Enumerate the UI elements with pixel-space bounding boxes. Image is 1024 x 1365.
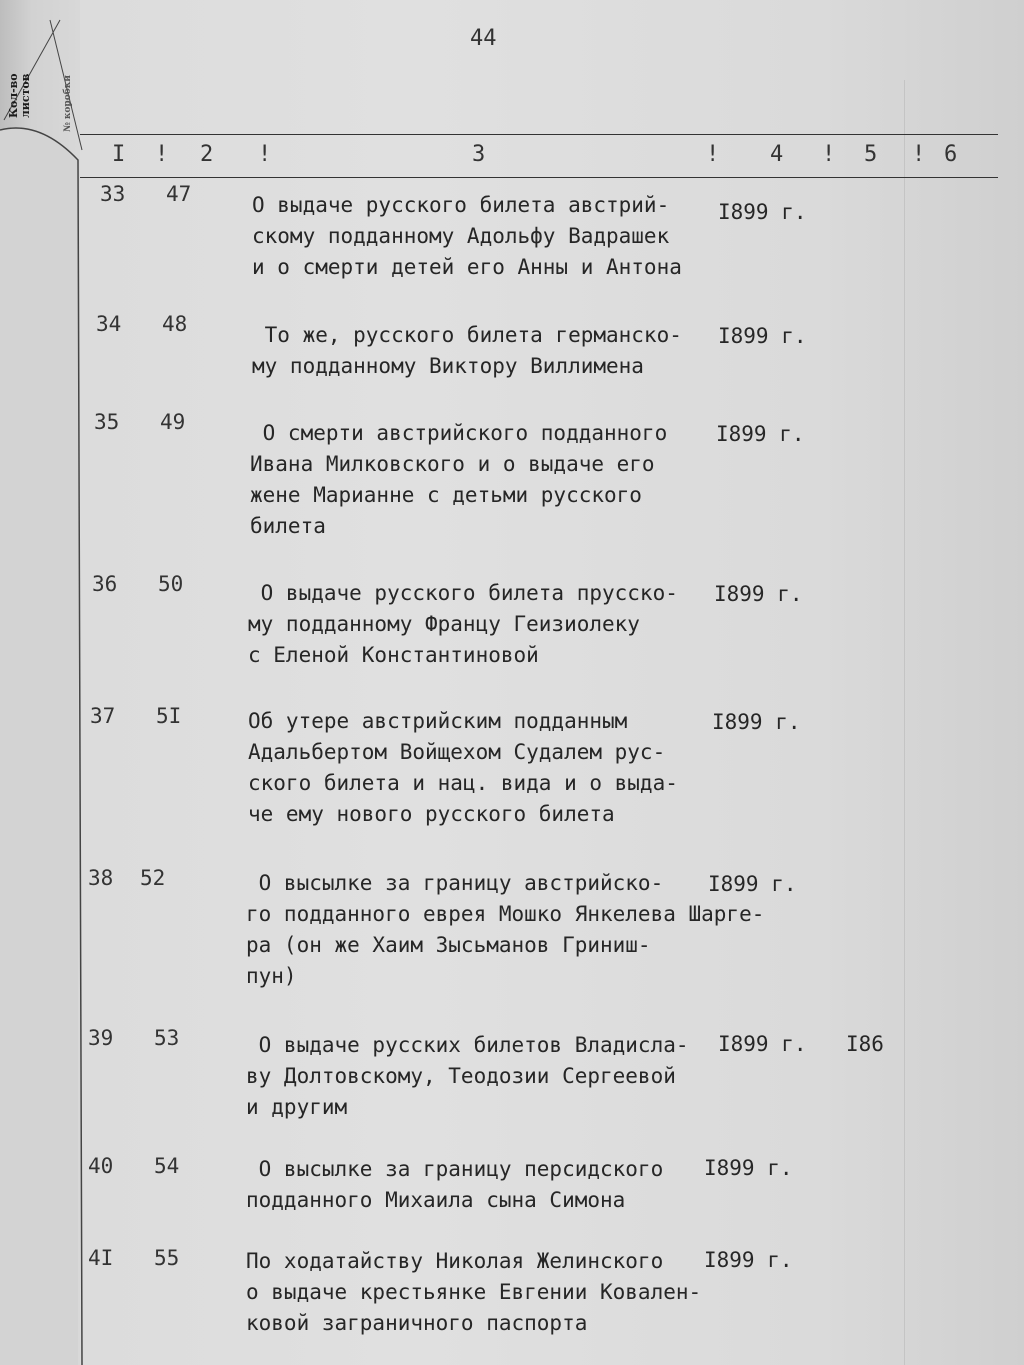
row-box-value: I86 xyxy=(846,1032,884,1056)
row-box-number: 52 xyxy=(140,866,166,890)
row-sheet-count: 40 xyxy=(88,1154,114,1178)
row-title: По ходатайству Николая Желинского о выдаче крестьянке Евгении Ковален- ковой заграничного паспорта xyxy=(246,1249,702,1335)
row-title: О смерти австрийского подданного Ивана Милковского и о выдаче его жене Марианне с детьми русского билета xyxy=(250,421,668,538)
row-title: О выдаче русских билетов Владисла- ву Долтовскому, Теодозии Сергеевой и другим xyxy=(246,1033,689,1119)
column-header-6: 6 xyxy=(944,142,958,167)
row-year: I899 г. xyxy=(718,200,807,224)
row-year: I899 г. xyxy=(708,872,797,896)
column-header-5: 5 xyxy=(864,142,878,167)
row-box-number: 55 xyxy=(154,1246,180,1270)
row-title: О высылке за границу австрийско- го подданного еврея Мошко Янкелева Шарге- ра (он же Хаим Зысьманов Гриниш- пун) xyxy=(246,871,765,988)
column-separator: ! xyxy=(258,142,272,167)
row-box-number: 49 xyxy=(160,410,186,434)
row-title: Об утере австрийским подданным Адальбертом Войщехом Судалем рус- ского билета и нац. вида и о выда- че ему нового русского билета xyxy=(248,709,678,826)
column-separator: ! xyxy=(706,142,720,167)
row-sheet-count: 35 xyxy=(94,410,120,434)
column-header-1: I xyxy=(112,142,126,167)
column-header-4: 4 xyxy=(770,142,784,167)
row-box-number: 54 xyxy=(154,1154,180,1178)
row-box-number: 53 xyxy=(154,1026,180,1050)
row-box-number: 50 xyxy=(158,572,184,596)
row-sheet-count: 33 xyxy=(100,182,126,206)
row-year: I899 г. xyxy=(718,324,807,348)
row-sheet-count: 38 xyxy=(88,866,114,890)
column-header-2: 2 xyxy=(200,142,214,167)
row-sheet-count: 39 xyxy=(88,1026,114,1050)
row-sheet-count: 34 xyxy=(96,312,122,336)
row-year: I899 г. xyxy=(712,710,801,734)
column-separator: ! xyxy=(155,142,169,167)
margin-label-box: № коробки xyxy=(63,75,73,132)
row-sheet-count: 37 xyxy=(90,704,116,728)
binding-edge xyxy=(0,0,90,1365)
row-year: I899 г. xyxy=(704,1248,793,1272)
row-box-number: 47 xyxy=(166,182,192,206)
page-number: 44 xyxy=(470,26,497,51)
row-title: То же, русского билета германско- му подданному Виктору Виллимена xyxy=(252,323,682,378)
row-sheet-count: 4I xyxy=(88,1246,114,1270)
row-sheet-count: 36 xyxy=(92,572,118,596)
row-title: О выдаче русского билета австрий- скому подданному Адольфу Вадрашек и о смерти детей его Анны и Антона xyxy=(252,193,682,279)
row-year: I899 г. xyxy=(718,1032,807,1056)
row-box-number: 5I xyxy=(156,704,182,728)
row-box-number: 48 xyxy=(162,312,188,336)
column-separator: ! xyxy=(912,142,926,167)
header-bottom-rule xyxy=(80,177,998,178)
row-title: О выдаче русского билета прусско- му подданному Францу Геизиолеку с Еленой Константиновой xyxy=(248,581,678,667)
column-separator: ! xyxy=(822,142,836,167)
row-title: О высылке за границу персидского подданного Михаила сына Симона xyxy=(246,1157,664,1212)
row-year: I899 г. xyxy=(716,422,805,446)
column-ruling xyxy=(904,80,905,1365)
row-year: I899 г. xyxy=(704,1156,793,1180)
margin-label-sheets: Кол-во листов xyxy=(7,73,32,118)
header-top-rule xyxy=(80,134,998,135)
row-year: I899 г. xyxy=(714,582,803,606)
column-header-3: 3 xyxy=(472,142,486,167)
